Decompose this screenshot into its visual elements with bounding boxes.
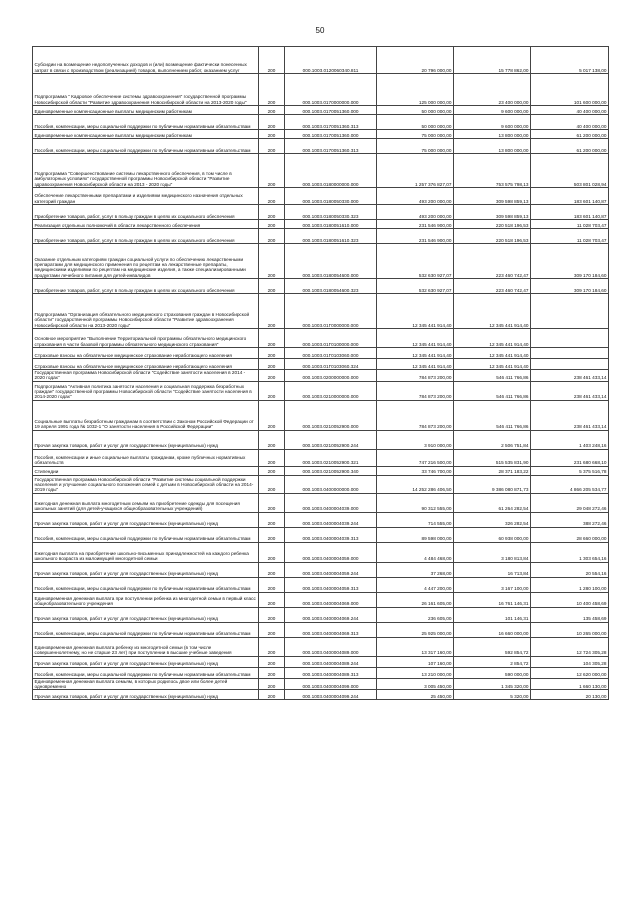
row-name: Пособия, компенсации, меры социальной поддержки по публичным нормативным обязательствам <box>33 115 259 130</box>
row-unexecuted: 5 017 138,00 <box>531 47 609 74</box>
row-code: 200 <box>259 106 285 115</box>
table-row <box>33 637 609 656</box>
row-approved: 532 630 927,07 <box>377 279 454 294</box>
row-unexecuted: 388 272,46 <box>531 512 609 527</box>
row-code: 200 <box>259 130 285 139</box>
table-row <box>33 229 609 244</box>
row-kbk: 000.1003.0170000000.000 <box>285 74 377 106</box>
row-unexecuted: 101 600 000,00 <box>531 74 609 106</box>
row-approved: 37 268,00 <box>377 562 454 577</box>
row-approved: 236 605,00 <box>377 607 454 622</box>
row-name: Пособия, компенсации, меры социальной поддержки по публичным нормативным обязательствам <box>33 622 259 637</box>
row-name: Социальные выплаты безработным гражданам в соответствии с Законом Российской Федерации от 19 апреля 1991 года № 1032-1 "О занятости населения в Российской Федерации" <box>33 400 259 430</box>
row-approved: 75 000 000,00 <box>377 130 454 139</box>
row-name: Обеспечение лекарственными препаратами и изделиями медицинского назначения отдельных категорий граждан <box>33 188 259 205</box>
row-approved: 12 345 441 914,40 <box>377 359 454 370</box>
row-name: Пособия, компенсации, меры социальной поддержки по публичным нормативным обязательствам <box>33 139 259 154</box>
row-name: Страховые взносы на обязательное медицинское страхование неработающего населения <box>33 359 259 370</box>
row-kbk: 000.1003.01Г0103060.324 <box>285 359 377 370</box>
row-executed: 12 345 441 914,40 <box>454 294 531 329</box>
row-approved: 25 450,00 <box>377 690 454 700</box>
table-row <box>33 400 609 430</box>
row-approved: 3 910 000,00 <box>377 430 454 449</box>
row-executed: 60 938 000,00 <box>454 527 531 542</box>
row-name: Государственная программа Новосибирской области "Содействие занятости населения в 2014 - 2020 годах" <box>33 370 259 382</box>
row-unexecuted: 10 265 000,00 <box>531 622 609 637</box>
row-unexecuted: 238 461 433,14 <box>531 381 609 400</box>
row-unexecuted <box>531 294 609 329</box>
row-executed: 28 371 183,22 <box>454 466 531 475</box>
row-approved: 75 000 000,00 <box>377 139 454 154</box>
row-code: 200 <box>259 527 285 542</box>
row-code: 200 <box>259 690 285 700</box>
table-row <box>33 329 609 348</box>
table-row <box>33 188 609 205</box>
row-approved: 25 925 000,00 <box>377 622 454 637</box>
row-code: 200 <box>259 656 285 667</box>
row-kbk: 000.1003.0400004039.313 <box>285 527 377 542</box>
row-code: 200 <box>259 74 285 106</box>
row-approved: 12 345 441 914,40 <box>377 329 454 348</box>
row-name: Единовременная денежная выплата семьям, в которых родилось двое или более детей одновременно <box>33 678 259 690</box>
table-row <box>33 475 609 493</box>
row-name: Прочая закупка товаров, работ и услуг для государственных (муниципальных) нужд <box>33 512 259 527</box>
row-approved: 89 598 000,00 <box>377 527 454 542</box>
row-unexecuted: 183 601 140,87 <box>531 205 609 220</box>
row-approved: 784 873 200,00 <box>377 381 454 400</box>
row-kbk: 000.1003.0400004089.313 <box>285 667 377 678</box>
row-unexecuted: 1 403 248,16 <box>531 430 609 449</box>
row-kbk: 000.1003.0400004089.244 <box>285 656 377 667</box>
row-unexecuted: 231 680 668,10 <box>531 449 609 466</box>
row-kbk: 000.1003.0400004069.000 <box>285 592 377 607</box>
row-unexecuted: 183 601 140,87 <box>531 188 609 205</box>
row-executed: 515 535 831,90 <box>454 449 531 466</box>
row-kbk: 000.1003.01Г0103060.000 <box>285 348 377 359</box>
row-approved: 231 546 900,00 <box>377 220 454 229</box>
row-name: Реализация отдельных полномочий в области лекарственного обеспечения <box>33 220 259 229</box>
row-code: 200 <box>259 188 285 205</box>
table-row <box>33 348 609 359</box>
table-row <box>33 359 609 370</box>
table-row <box>33 430 609 449</box>
row-code: 200 <box>259 348 285 359</box>
row-kbk: 000.1003.0400004059.000 <box>285 542 377 562</box>
row-name: Единовременные компенсационные выплаты медицинским работникам <box>33 106 259 115</box>
row-name: Государственная программа Новосибирской области "Развитие системы социальной поддержки населения и улучшение социального положения семей с детьми в Новосибирской области на 2014-2019 годы" <box>33 475 259 493</box>
row-name: Пособия, компенсации, меры социальной поддержки по публичным нормативным обязательствам <box>33 527 259 542</box>
row-code: 200 <box>259 542 285 562</box>
row-kbk: 000.1003.01Г0100000.000 <box>285 329 377 348</box>
row-name: Подпрограмма "Совершенствование системы лекарственного обеспечения, в том числе в амбулаторных условиях" государственной программы Новосибирской области "Развитие здравоохранения Новосибирской области на 2013 - 2020 годы" <box>33 154 259 188</box>
row-code: 200 <box>259 220 285 229</box>
row-unexecuted <box>531 329 609 348</box>
row-approved: 231 546 900,00 <box>377 229 454 244</box>
row-executed: 12 345 441 914,40 <box>454 348 531 359</box>
table-row <box>33 370 609 382</box>
row-unexecuted: 10 400 458,69 <box>531 592 609 607</box>
budget-execution-table <box>32 46 609 700</box>
table-row <box>33 690 609 700</box>
table-row <box>33 562 609 577</box>
row-kbk: 000.1003.0400004069.313 <box>285 622 377 637</box>
row-executed: 13 800 000,00 <box>454 130 531 139</box>
row-unexecuted: 1 660 130,00 <box>531 678 609 690</box>
row-unexecuted: 11 028 703,47 <box>531 229 609 244</box>
row-executed: 16 713,84 <box>454 562 531 577</box>
row-kbk: 000.1003.0180051610.323 <box>285 229 377 244</box>
row-approved: 107 160,00 <box>377 656 454 667</box>
table-row <box>33 527 609 542</box>
row-kbk: 000.1003.0400004059.313 <box>285 577 377 592</box>
table-row <box>33 115 609 130</box>
row-code: 200 <box>259 475 285 493</box>
row-executed: 546 411 766,86 <box>454 370 531 382</box>
row-code: 200 <box>259 430 285 449</box>
row-kbk: 000.1003.0170051360.313 <box>285 139 377 154</box>
row-unexecuted: 4 866 205 534,77 <box>531 475 609 493</box>
row-approved: 493 200 000,00 <box>377 188 454 205</box>
row-kbk: 000.1003.0400004099.244 <box>285 690 377 700</box>
table-row <box>33 607 609 622</box>
row-executed: 309 598 859,13 <box>454 188 531 205</box>
row-unexecuted: 11 028 703,47 <box>531 220 609 229</box>
row-executed: 223 460 742,47 <box>454 279 531 294</box>
row-kbk: 000.1003.0400004069.244 <box>285 607 377 622</box>
row-code: 200 <box>259 466 285 475</box>
row-name: Подпрограмма "Организация обязательного медицинского страхования граждан в Новосибирской области" государственной программы Новосибирской области "Развитие здравоохранения Новосибирской области на 2013-2020 годы" <box>33 294 259 329</box>
row-code: 200 <box>259 577 285 592</box>
row-kbk: 000.1003.0120060340.811 <box>285 47 377 74</box>
table-row <box>33 542 609 562</box>
row-executed: 3 180 813,84 <box>454 542 531 562</box>
table-row <box>33 449 609 466</box>
row-code: 200 <box>259 294 285 329</box>
table-row <box>33 47 609 74</box>
row-kbk: 000.1003.0170051360.000 <box>285 130 377 139</box>
table-row <box>33 466 609 475</box>
row-kbk: 000.1003.0400000000.000 <box>285 475 377 493</box>
row-approved: 13 317 160,00 <box>377 637 454 656</box>
table-row <box>33 106 609 115</box>
row-executed: 5 320,00 <box>454 690 531 700</box>
row-code: 200 <box>259 622 285 637</box>
row-name: Единовременные компенсационные выплаты медицинским работникам <box>33 130 259 139</box>
row-approved: 50 000 000,00 <box>377 106 454 115</box>
row-code: 200 <box>259 400 285 430</box>
row-executed: 546 411 766,86 <box>454 381 531 400</box>
row-name: Основное мероприятие "Выполнение Территориальной программы обязательного медицинского страхования в части базовой программы обязательного медицинского страхования" <box>33 329 259 348</box>
row-approved: 493 200 000,00 <box>377 205 454 220</box>
row-executed: 15 778 862,00 <box>454 47 531 74</box>
row-code: 200 <box>259 205 285 220</box>
row-kbk: 000.1003.0180054600.000 <box>285 244 377 279</box>
row-approved: 90 312 555,00 <box>377 493 454 512</box>
row-unexecuted <box>531 348 609 359</box>
row-kbk: 000.1003.0400004059.244 <box>285 562 377 577</box>
row-executed: 13 800 000,00 <box>454 139 531 154</box>
row-unexecuted: 12 724 305,28 <box>531 637 609 656</box>
row-name: Прочая закупка товаров, работ и услуг для государственных (муниципальных) нужд <box>33 656 259 667</box>
row-unexecuted: 238 461 433,14 <box>531 400 609 430</box>
row-kbk: 000.1003.01Г0000000.000 <box>285 294 377 329</box>
row-executed: 61 264 282,54 <box>454 493 531 512</box>
table-row <box>33 493 609 512</box>
row-name: Подпрограмма "Активная политика занятости населения и социальная поддержка безработных граждан" государственной программы Новосибирской области "Содействие занятости населения в 2014-2020 годах" <box>33 381 259 400</box>
table-row <box>33 577 609 592</box>
row-name: Ежегодная денежная выплата многодетным семьям на приобретение одежды для посещения школьных занятий (для детей-учащихся общеобразовательных учреждений) <box>33 493 259 512</box>
row-executed: 753 575 798,13 <box>454 154 531 188</box>
row-code: 200 <box>259 115 285 130</box>
row-approved: 20 796 000,00 <box>377 47 454 74</box>
row-approved: 12 345 441 914,40 <box>377 348 454 359</box>
row-executed: 2 506 751,84 <box>454 430 531 449</box>
table-row <box>33 622 609 637</box>
row-executed: 9 600 000,00 <box>454 106 531 115</box>
row-name: Стипендии <box>33 466 259 475</box>
row-executed: 9 600 000,00 <box>454 115 531 130</box>
row-unexecuted: 1 303 654,16 <box>531 542 609 562</box>
page-number: 50 <box>315 26 325 35</box>
row-unexecuted: 135 458,69 <box>531 607 609 622</box>
row-approved: 714 555,00 <box>377 512 454 527</box>
table-row <box>33 205 609 220</box>
row-executed: 101 146,31 <box>454 607 531 622</box>
table-row <box>33 381 609 400</box>
table-row <box>33 154 609 188</box>
row-name: Прочая закупка товаров, работ и услуг для государственных (муниципальных) нужд <box>33 690 259 700</box>
row-executed: 223 460 742,47 <box>454 244 531 279</box>
table-row <box>33 678 609 690</box>
row-approved: 784 873 200,00 <box>377 370 454 382</box>
row-code: 200 <box>259 279 285 294</box>
row-executed: 3 167 100,00 <box>454 577 531 592</box>
row-code: 200 <box>259 607 285 622</box>
row-approved: 125 000 000,00 <box>377 74 454 106</box>
row-executed: 12 345 441 914,40 <box>454 329 531 348</box>
row-unexecuted: 61 200 000,00 <box>531 139 609 154</box>
row-unexecuted: 503 801 028,94 <box>531 154 609 188</box>
row-name: Прочая закупка товаров, работ и услуг для государственных (муниципальных) нужд <box>33 430 259 449</box>
row-code: 200 <box>259 637 285 656</box>
row-approved: 26 161 605,00 <box>377 592 454 607</box>
row-kbk: 000.1003.0180050330.000 <box>285 188 377 205</box>
table-row <box>33 130 609 139</box>
row-name: Приобретение товаров, работ, услуг в пользу граждан в целях их социального обеспечения <box>33 205 259 220</box>
row-name: Подпрограмма " Кадровое обеспечение системы здравоохранения" государственной программы Новосибирской области "Развитие здравоохранения Новосибирской области на 2013-2020 годы" <box>33 74 259 106</box>
row-unexecuted: 238 461 433,14 <box>531 370 609 382</box>
row-unexecuted: 104 305,28 <box>531 656 609 667</box>
row-approved: 784 873 200,00 <box>377 400 454 430</box>
row-kbk: 000.1003.0210052900.340 <box>285 466 377 475</box>
row-unexecuted: 1 280 100,00 <box>531 577 609 592</box>
row-code: 200 <box>259 370 285 382</box>
row-executed: 220 518 196,53 <box>454 229 531 244</box>
row-executed: 546 411 766,86 <box>454 400 531 430</box>
table-row <box>33 294 609 329</box>
row-kbk: 000.1003.0200000000.000 <box>285 370 377 382</box>
row-unexecuted: 309 170 184,60 <box>531 244 609 279</box>
row-kbk: 000.1003.0170051360.000 <box>285 106 377 115</box>
row-name: Прочая закупка товаров, работ и услуг для государственных (муниципальных) нужд <box>33 607 259 622</box>
row-approved: 4 484 468,00 <box>377 542 454 562</box>
table-row <box>33 592 609 607</box>
row-kbk: 000.1003.0400004039.244 <box>285 512 377 527</box>
row-code: 200 <box>259 449 285 466</box>
row-kbk: 000.1003.0180050330.323 <box>285 205 377 220</box>
row-unexecuted: 309 170 184,60 <box>531 279 609 294</box>
row-code: 200 <box>259 381 285 400</box>
row-kbk: 000.1003.0210052900.321 <box>285 449 377 466</box>
row-code: 200 <box>259 47 285 74</box>
row-unexecuted <box>531 359 609 370</box>
row-kbk: 000.1003.0210052900.000 <box>285 400 377 430</box>
row-approved: 1 257 376 827,07 <box>377 154 454 188</box>
row-executed: 590 000,00 <box>454 667 531 678</box>
table-row <box>33 279 609 294</box>
row-code: 200 <box>259 512 285 527</box>
row-name: Единовременная денежная выплата ребенку из многодетной семьи (в том числе совершеннолетнему, но не старше 23 лет) при поступлении в высшие учебные заведения <box>33 637 259 656</box>
row-executed: 12 345 441 914,40 <box>454 359 531 370</box>
row-code: 200 <box>259 678 285 690</box>
row-name: Пособия, компенсации, меры социальной поддержки по публичным нормативным обязательствам <box>33 577 259 592</box>
row-unexecuted: 20 130,00 <box>531 690 609 700</box>
table-row <box>33 220 609 229</box>
row-code: 200 <box>259 329 285 348</box>
row-executed: 9 386 080 871,73 <box>454 475 531 493</box>
table-row <box>33 667 609 678</box>
row-approved: 3 005 450,00 <box>377 678 454 690</box>
row-code: 200 <box>259 592 285 607</box>
row-name: Прочая закупка товаров, работ и услуг для государственных (муниципальных) нужд <box>33 562 259 577</box>
row-approved: 13 210 000,00 <box>377 667 454 678</box>
table-row <box>33 244 609 279</box>
table-row <box>33 74 609 106</box>
row-unexecuted: 28 660 000,00 <box>531 527 609 542</box>
row-name: Оказание отдельным категориям граждан социальной услуги по обеспечению лекарственными препаратами для медицинского применения по рецептам на лекарственные препараты, медицинскими изделиями по рецептам на медицинские изделия, а также специализированными продуктами лечебного питания для детей-инвалидов <box>33 244 259 279</box>
row-name: Пособия, компенсации, меры социальной поддержки по публичным нормативным обязательствам <box>33 667 259 678</box>
row-name: Единовременная денежная выплата при поступлении ребенка из многодетной семьи в первый класс общеобразовательного учреждения <box>33 592 259 607</box>
row-executed: 309 598 859,13 <box>454 205 531 220</box>
row-approved: 532 630 927,07 <box>377 244 454 279</box>
row-code: 200 <box>259 493 285 512</box>
row-code: 200 <box>259 244 285 279</box>
row-executed: 220 518 196,53 <box>454 220 531 229</box>
row-executed: 326 282,54 <box>454 512 531 527</box>
row-name: Ежегодная выплата на приобретение школьно-письменных принадлежностей на каждого ребенка школьного возраста из малоимущей многодетной семьи <box>33 542 259 562</box>
row-kbk: 000.1003.0400004039.000 <box>285 493 377 512</box>
row-unexecuted: 20 554,16 <box>531 562 609 577</box>
row-approved: 12 345 441 914,40 <box>377 294 454 329</box>
row-code: 200 <box>259 667 285 678</box>
row-approved: 14 252 286 406,50 <box>377 475 454 493</box>
row-kbk: 000.1003.0400004089.000 <box>285 637 377 656</box>
row-unexecuted: 40 400 000,00 <box>531 115 609 130</box>
row-kbk: 000.1003.0210052900.244 <box>285 430 377 449</box>
row-name: Пособия, компенсации и иные социальные выплаты гражданам, кроме публичных нормативных обязательств <box>33 449 259 466</box>
row-name: Приобретение товаров, работ, услуг в пользу граждан в целях их социального обеспечения <box>33 279 259 294</box>
row-name: Субсидии на возмещение недополученных доходов и (или) возмещение фактически понесенных затрат в связи с производством (реализацией) товаров, выполнением работ, оказанием услуг <box>33 47 259 74</box>
row-kbk: 000.1003.0170051360.313 <box>285 115 377 130</box>
row-code: 200 <box>259 139 285 154</box>
row-unexecuted: 5 375 516,78 <box>531 466 609 475</box>
row-code: 200 <box>259 229 285 244</box>
table-row <box>33 656 609 667</box>
row-unexecuted: 29 048 272,46 <box>531 493 609 512</box>
row-approved: 33 746 700,00 <box>377 466 454 475</box>
row-unexecuted: 12 620 000,00 <box>531 667 609 678</box>
row-kbk: 000.1003.0180054600.323 <box>285 279 377 294</box>
row-approved: 747 216 500,00 <box>377 449 454 466</box>
row-executed: 23 400 000,00 <box>454 74 531 106</box>
row-executed: 592 854,72 <box>454 637 531 656</box>
row-kbk: 000.1003.0210000000.000 <box>285 381 377 400</box>
table-row <box>33 139 609 154</box>
row-approved: 50 000 000,00 <box>377 115 454 130</box>
row-code: 200 <box>259 359 285 370</box>
row-approved: 4 447 200,00 <box>377 577 454 592</box>
row-kbk: 000.1003.0180051610.000 <box>285 220 377 229</box>
row-code: 200 <box>259 154 285 188</box>
row-executed: 2 854,72 <box>454 656 531 667</box>
row-kbk: 000.1003.0400004099.000 <box>285 678 377 690</box>
row-kbk: 000.1003.0180000000.000 <box>285 154 377 188</box>
table-row <box>33 512 609 527</box>
row-name: Приобретение товаров, работ, услуг в пользу граждан в целях их социального обеспечения <box>33 229 259 244</box>
row-executed: 1 345 320,00 <box>454 678 531 690</box>
row-unexecuted: 40 400 000,00 <box>531 106 609 115</box>
row-executed: 16 660 000,00 <box>454 622 531 637</box>
row-name: Страховые взносы на обязательное медицинское страхование неработающего населения <box>33 348 259 359</box>
row-code: 200 <box>259 562 285 577</box>
row-executed: 16 761 146,31 <box>454 592 531 607</box>
row-unexecuted: 61 200 000,00 <box>531 130 609 139</box>
